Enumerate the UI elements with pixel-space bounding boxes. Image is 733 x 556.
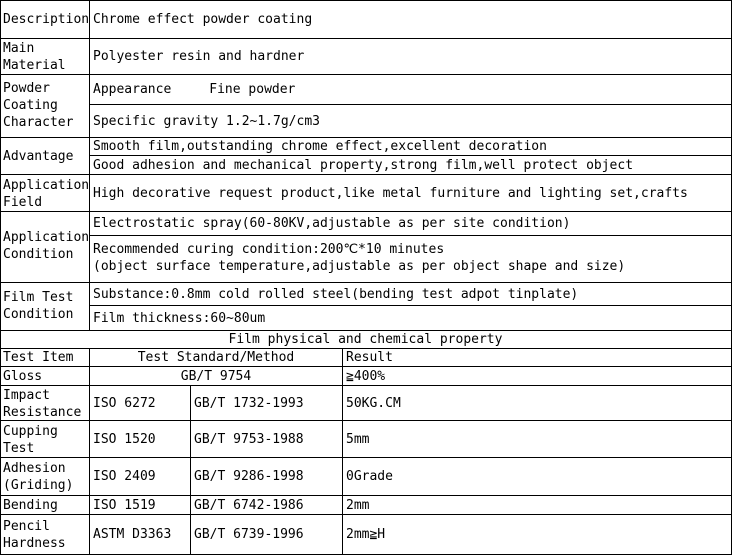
- table-row-gb: GB/T 1732-1993: [191, 386, 343, 421]
- table-row-item: Adhesion (Griding): [0, 458, 90, 496]
- gloss-item: Gloss: [0, 367, 90, 386]
- main-material-label: Main Material: [0, 39, 90, 75]
- table-row-iso: ISO 2409: [90, 458, 191, 496]
- film-test-condition-label: Film Test Condition: [0, 283, 90, 331]
- film-test-thickness: Film thickness:60~80um: [90, 306, 732, 331]
- header-result: Result: [343, 349, 732, 367]
- header-test-item: Test Item: [0, 349, 90, 367]
- application-spray: Electrostatic spray(60-80KV,adjustable as per site condition): [90, 212, 732, 236]
- table-row-iso: ASTM D3363: [90, 515, 191, 555]
- table-row-result: 2mm: [343, 496, 732, 515]
- description-label: Description: [0, 0, 90, 39]
- table-row-result: 2mm≧H: [343, 515, 732, 555]
- table-row-item: Cupping Test: [0, 421, 90, 458]
- header-test-standard: Test Standard/Method: [90, 349, 343, 367]
- table-row-gb: GB/T 9753-1988: [191, 421, 343, 458]
- appearance-label: Appearance: [93, 82, 172, 97]
- powder-coating-character-label: Powder Coating Character: [0, 75, 90, 138]
- film-test-substance: Substance:0.8mm cold rolled steel(bending test adpot tinplate): [90, 283, 732, 306]
- table-row-item: Bending: [0, 496, 90, 515]
- table-row-iso: ISO 6272: [90, 386, 191, 421]
- table-row-result: 5mm: [343, 421, 732, 458]
- table-row-result: 50KG.CM: [343, 386, 732, 421]
- application-curing: Recommended curing condition:200℃*10 minutes (object surface temperature,adjustable as per object shape and size): [90, 236, 732, 283]
- table-row-gb: GB/T 6742-1986: [191, 496, 343, 515]
- application-field-value: High decorative request product,like metal furniture and lighting set,crafts: [90, 175, 732, 212]
- table-row-gb: GB/T 6739-1996: [191, 515, 343, 555]
- advantage-line-1: Smooth film,outstanding chrome effect,excellent decoration: [90, 138, 732, 156]
- appearance-value: Fine powder: [209, 82, 296, 97]
- advantage-label: Advantage: [0, 138, 90, 175]
- property-table-title: Film physical and chemical property: [0, 331, 732, 349]
- application-field-label: Application Field: [0, 175, 90, 212]
- specific-gravity: Specific gravity 1.2~1.7g/cm3: [90, 105, 732, 138]
- gloss-result: ≧400%: [343, 367, 732, 386]
- table-row-result: 0Grade: [343, 458, 732, 496]
- table-row-item: Pencil Hardness: [0, 515, 90, 555]
- advantage-line-2: Good adhesion and mechanical property,strong film,well protect object: [90, 156, 732, 175]
- table-row-iso: ISO 1519: [90, 496, 191, 515]
- main-material-value: Polyester resin and hardner: [90, 39, 732, 75]
- application-condition-label: Application Condition: [0, 212, 90, 283]
- description-value: Chrome effect powder coating: [90, 0, 732, 39]
- table-row-gb: GB/T 9286-1998: [191, 458, 343, 496]
- table-row-item: Impact Resistance: [0, 386, 90, 421]
- table-row-iso: ISO 1520: [90, 421, 191, 458]
- appearance-row: [90, 75, 732, 105]
- gloss-standard: GB/T 9754: [90, 367, 343, 386]
